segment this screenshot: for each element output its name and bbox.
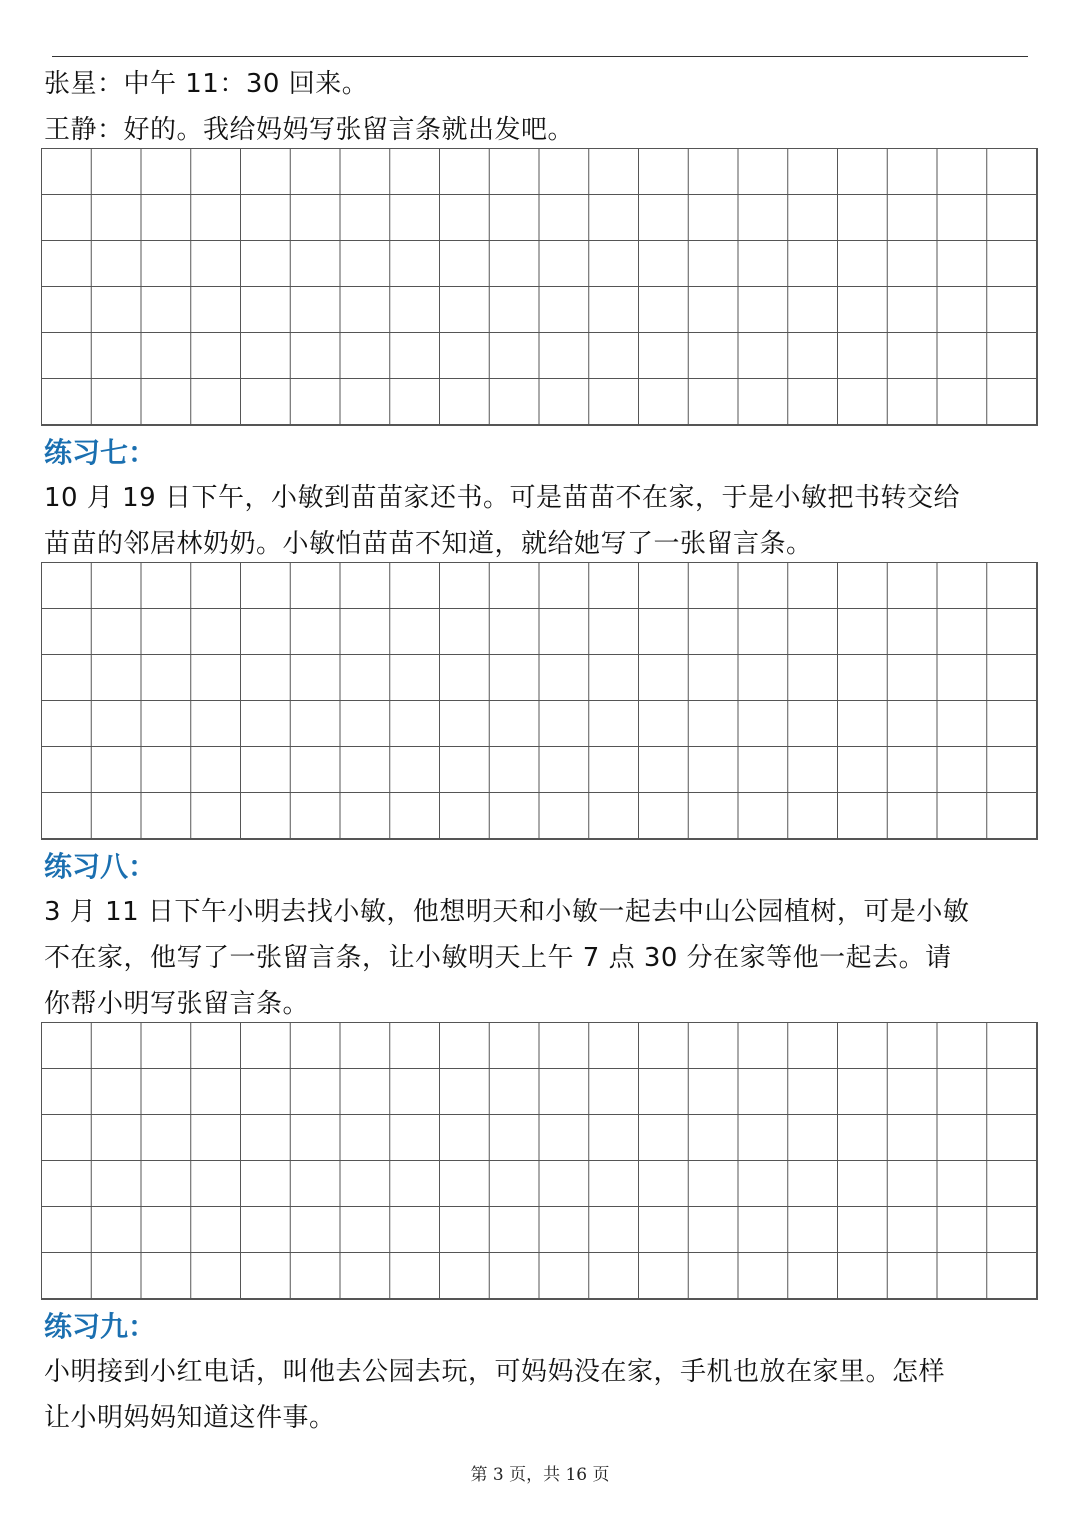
exercise-8-line-1: 3 月 11 日下午小明去找小敏，他想明天和小敏一起去中山公园植树，可是小敏	[44, 897, 970, 927]
exercise-8-line-2: 不在家，他写了一张留言条，让小敏明天上午 7 点 30 分在家等他一起去。请	[44, 943, 952, 973]
exercise-9-title: 练习九：	[44, 1310, 157, 1343]
writing-grid-1[interactable]	[41, 148, 1038, 426]
dialogue-line-1: 张星：中午 11：30 回来。	[44, 69, 369, 99]
exercise-7-title: 练习七：	[44, 436, 157, 469]
writing-grid-3[interactable]	[41, 1022, 1038, 1300]
dialogue-line-2: 王静：好的。我给妈妈写张留言条就出发吧。	[44, 115, 575, 145]
exercise-9-line-1: 小明接到小红电话，叫他去公园去玩，可妈妈没在家，手机也放在家里。怎样	[44, 1357, 946, 1387]
exercise-8-title: 练习八：	[44, 850, 157, 883]
exercise-7-line-2: 苗苗的邻居林奶奶。小敏怕苗苗不知道，就给她写了一张留言条。	[44, 529, 813, 559]
exercise-8-line-3: 你帮小明写张留言条。	[44, 989, 310, 1019]
top-rule	[52, 56, 1028, 57]
page-number: 第 3 页，共 16 页	[470, 1465, 610, 1485]
exercise-9-line-2: 让小明妈妈知道这件事。	[44, 1403, 336, 1433]
writing-grid-2[interactable]	[41, 562, 1038, 840]
exercise-7-line-1: 10 月 19 日下午，小敏到苗苗家还书。可是苗苗不在家，于是小敏把书转交给	[44, 483, 960, 513]
